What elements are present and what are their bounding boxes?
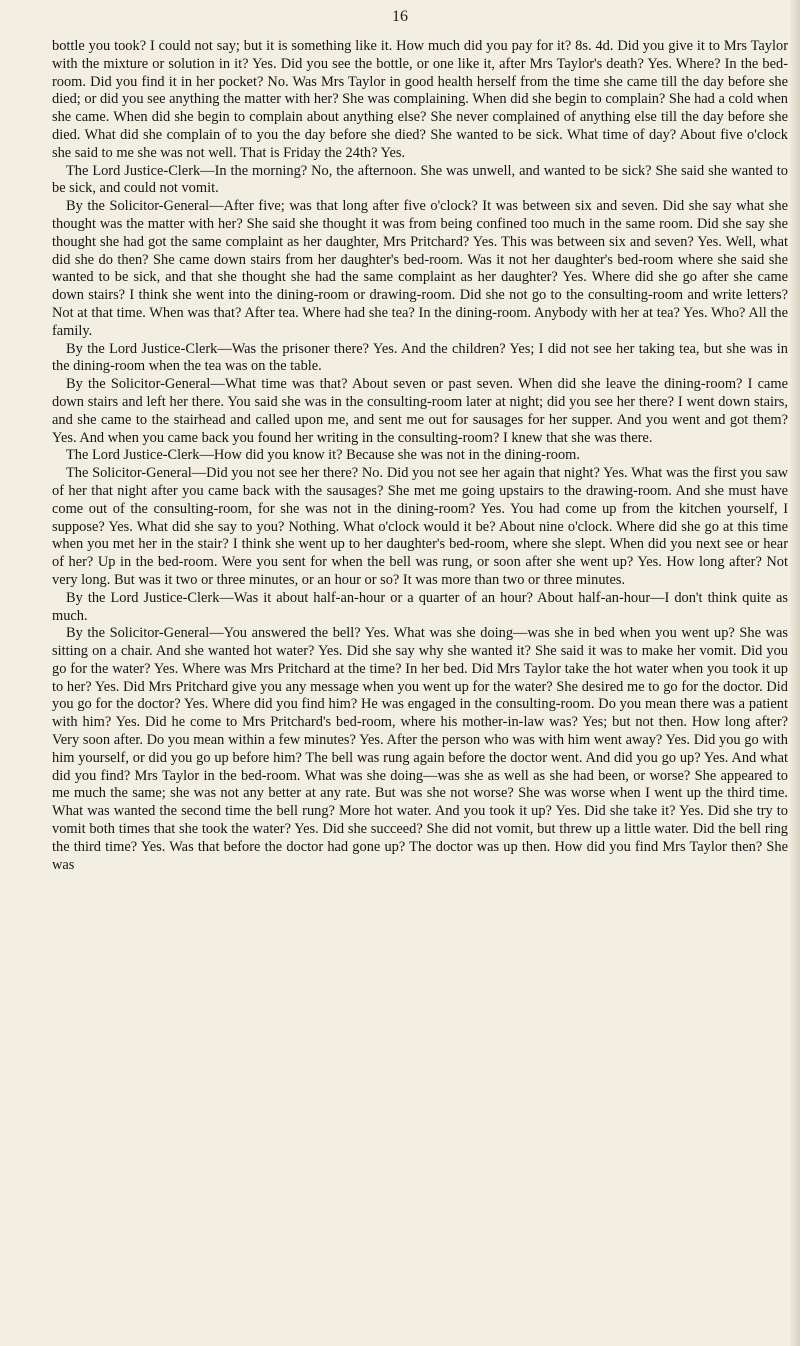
paragraph: The Solicitor-General—Did you not see her there? No. Did you not see her again that night? Yes. What was the first you saw of her that night after you came back with the sausages? She met me going upstairs to the drawing-room. And she must have come out of the consulting-room, for she was not in the dining-room? Yes. You had come up from the kitchen yourself, I suppose? Yes. What did she say to you? Nothing. What o'clock would it be? About nine o'clock. Where did she go at this time when you met her in the stair? I think she went up to her daughter's bed-room, where she slept. When did you next see or hear of her? Up in the bed-room. Were you sent for when the bell was rung, or soon after she went up? Yes. How long after? Not very long. But was it two or three minutes, or an hour or so? It was more than two or three minutes. <box>52 465 788 588</box>
page-number: 16 <box>392 8 408 25</box>
paragraph: By the Solicitor-General—You answered the bell? Yes. What was she doing—was she in bed when you went up? She was sitting on a chair. And she wanted hot water? Yes. Did she say why she wanted it? She said it was to make her vomit. Did you go for the water? Yes. Where was Mrs Pritchard at the time? In her bed. Did Mrs Taylor take the hot water when you took it up to her? Yes. Did Mrs Pritchard give you any message when you went up for the water? She desired me to go for the doctor. Did you go for the doctor? Yes. Where did you find him? He was engaged in the consulting-room. Do you mean there was a patient with him? Yes. Did he come to Mrs Pritchard's bed-room, where his mother-in-law was? Yes; but not then. How long after? Very soon after. Do you mean within a few minutes? Yes. After the person who was with him went away? Yes. Did you go with him yourself, or did you go up before him? The bell was rung again before the doctor went. And did you go up? Yes. And what did you find? Mrs Taylor in the bed-room. What was she doing—was she as well as she had been, or worse? She appeared to me much the same; she was not any better at any rate. But was she not worse? She was worse when I went up the third time. What was wanted the second time the bell rung? More hot water. And you took it up? Yes. Did she take it? Yes. Did she try to vomit both times that she took the water? Yes. Did she succeed? She did not vomit, but threw up a little water. Did the bell ring the third time? Yes. Was that before the doctor had gone up? The doctor was up then. How did you find Mrs Taylor then? She was <box>52 625 788 873</box>
body-text <box>52 38 788 874</box>
paragraph: The Lord Justice-Clerk—In the morning? No, the afternoon. She was unwell, and wanted to be sick? She said she wanted to be sick, and could not vomit. <box>52 162 788 197</box>
paragraph: By the Solicitor-General—After five; was that long after five o'clock? It was between six and seven. Did she say what she thought was the matter with her? She said she thought it was from being confined too much in the same room. Did she say she thought she had got the same complaint as her daughter, Mrs Pritchard? Yes. This was between six and seven? Yes. Well, what did she do then? She came down stairs from her daughter's bed-room. Was it not her daughter's bed-room where she said she wanted to be sick, and that she thought she had the same complaint as her daughter? Yes. Where did she go after she came down stairs? I think she went into the dining-room or drawing-room. Did she not go to the consulting-room and write letters? Not at that time. When was that? After tea. Where had she tea? In the dining-room. Anybody with her at tea? Yes. Who? All the family. <box>52 198 788 339</box>
paragraph: bottle you took? I could not say; but it is something like it. How much did you pay for it? 8s. 4d. Did you give it to Mrs Taylor with the mixture or solution in it? Yes. Did you see the bottle, or one like it, after Mrs Taylor's death? Yes. Where? In the bed-room. Did you find it in her pocket? No. Was Mrs Taylor in good health herself from the time she came till the day before she died; or did you see anything the matter with her? She was complaining. When did she begin to complain? She had a cold when she came. When did she begin to complain about anything else? She never complained of anything else till the day before she died. What did she complain of to you the day before she died? She wanted to be sick. What time of day? About five o'clock she said to me she was not well. That is Friday the 24th? Yes. <box>52 38 788 161</box>
page-edge-shadow <box>790 0 800 1346</box>
paragraph: The Lord Justice-Clerk—How did you know it? Because she was not in the dining-room. <box>66 447 580 464</box>
paragraph: By the Lord Justice-Clerk—Was the prisoner there? Yes. And the children? Yes; I did not see her taking tea, but she was in the dining-room when the tea was on the table. <box>52 340 788 375</box>
paragraph: By the Lord Justice-Clerk—Was it about half-an-hour or a quarter of an hour? About half-an-hour—I don't think quite as much. <box>52 589 788 624</box>
paragraph: By the Solicitor-General—What time was that? About seven or past seven. When did she leave the dining-room? I came down stairs and left her there. You said she was in the consulting-room later at night; did you see her there? I went down stairs, and she came to the stairhead and called upon me, and sent me out for sausages for her supper. And you went and got them? Yes. And when you came back you found her writing in the consulting-room? I knew that she was there. <box>52 376 788 446</box>
